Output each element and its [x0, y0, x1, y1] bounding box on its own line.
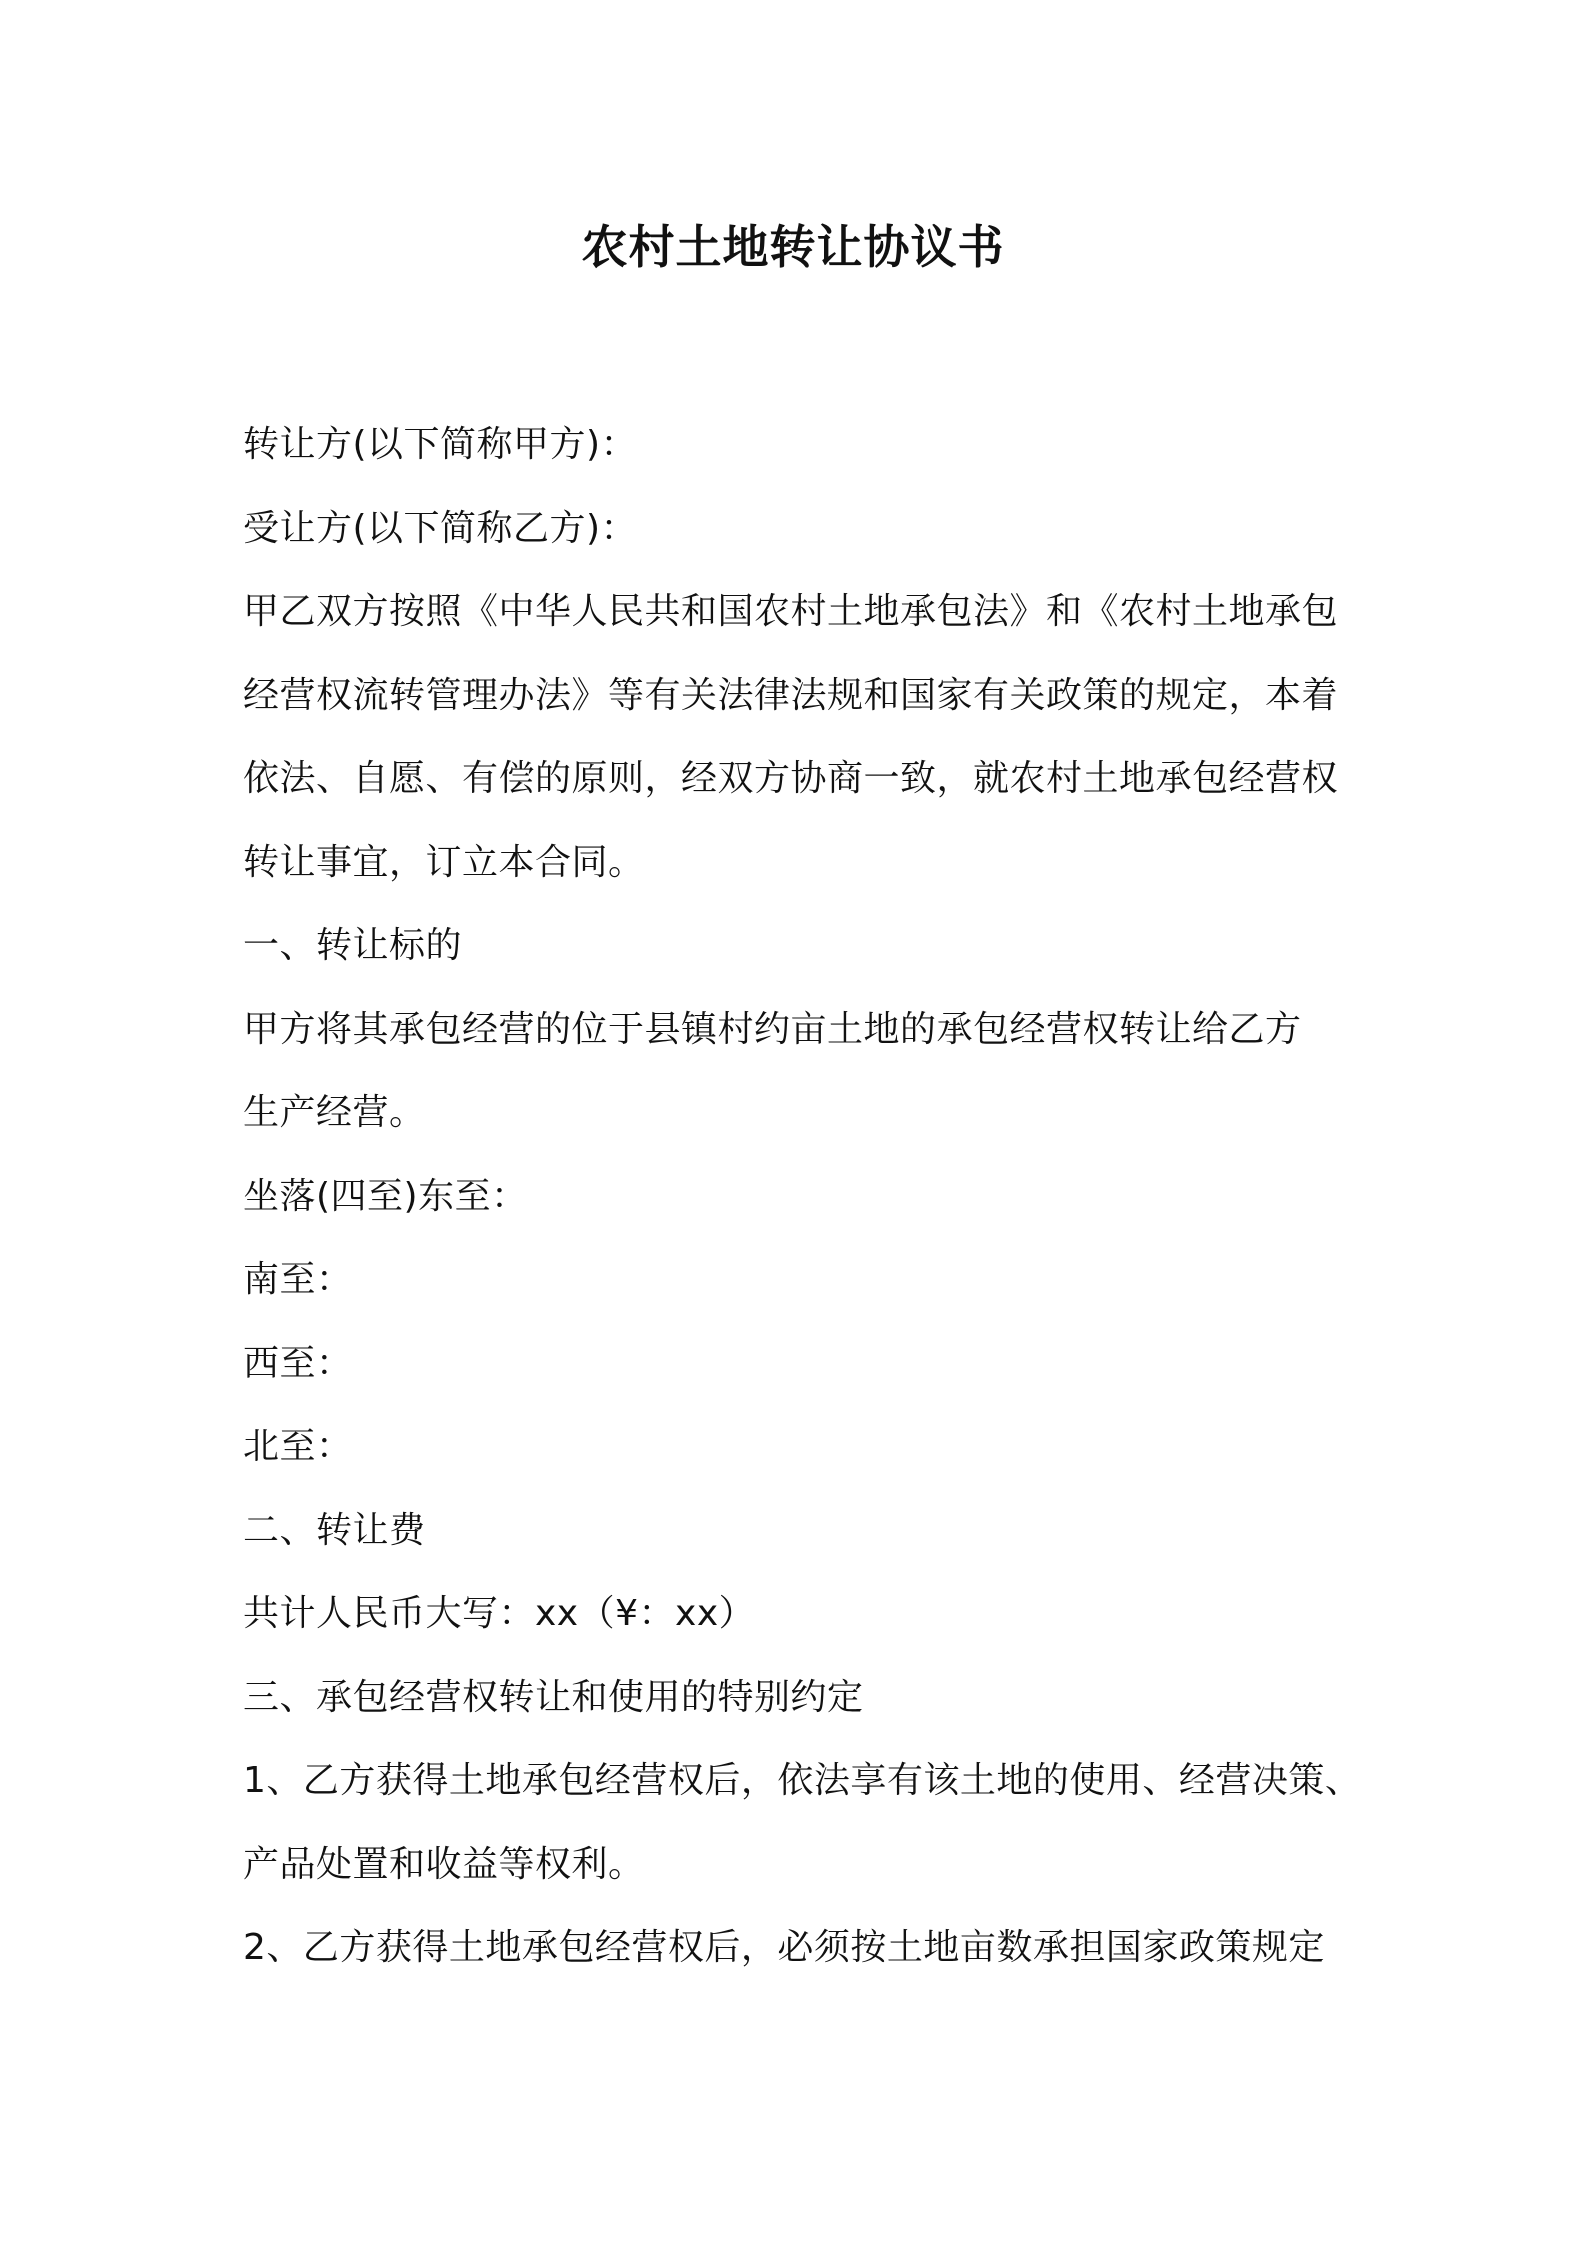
clause-1-line-1: 1、乙方获得土地承包经营权后，依法享有该土地的使用、经营决策、: [243, 1760, 1362, 1801]
boundary-east: 坐落(四至)东至：: [243, 1175, 528, 1217]
preamble-line-1: 甲乙双方按照《中华人民共和国农村土地承包法》和《农村土地承包: [243, 591, 1339, 632]
boundary-west: 西至：: [243, 1342, 353, 1384]
preamble-line-3: 依法、自愿、有偿的原则，经双方协商一致，就农村土地承包经营权: [243, 758, 1339, 799]
clause-1-line-2: 产品处置和收益等权利。: [243, 1843, 645, 1885]
preamble-line-2: 经营权流转管理办法》等有关法律法规和国家有关政策的规定，本着: [243, 674, 1339, 716]
preamble-line-4: 转让事宜，订立本合同。: [243, 841, 645, 883]
document-body: [243, 403, 1383, 1990]
section-3-heading: 三、承包经营权转让和使用的特别约定: [243, 1676, 864, 1718]
boundary-north: 北至：: [243, 1426, 353, 1467]
section-1-text-1: 甲方将其承包经营的位于县镇村约亩土地的承包经营权转让给乙方: [243, 1008, 1302, 1050]
boundary-south: 南至：: [243, 1259, 353, 1300]
transferee-line: 受让方(以下简称乙方)：: [243, 507, 638, 549]
clause-2-line-1: 2、乙方获得土地承包经营权后，必须按土地亩数承担国家政策规定: [243, 1927, 1325, 1968]
document-title: 农村土地转让协议书: [581, 220, 1005, 274]
section-2-heading: 二、转让费: [243, 1509, 426, 1551]
section-1-heading: 一、转让标的: [243, 925, 463, 966]
fee-line: 共计人民币大写：xx（¥：xx）: [243, 1593, 756, 1634]
transferor-line: 转让方(以下简称甲方)：: [243, 424, 638, 465]
section-1-text-2: 生产经营。: [243, 1092, 426, 1133]
